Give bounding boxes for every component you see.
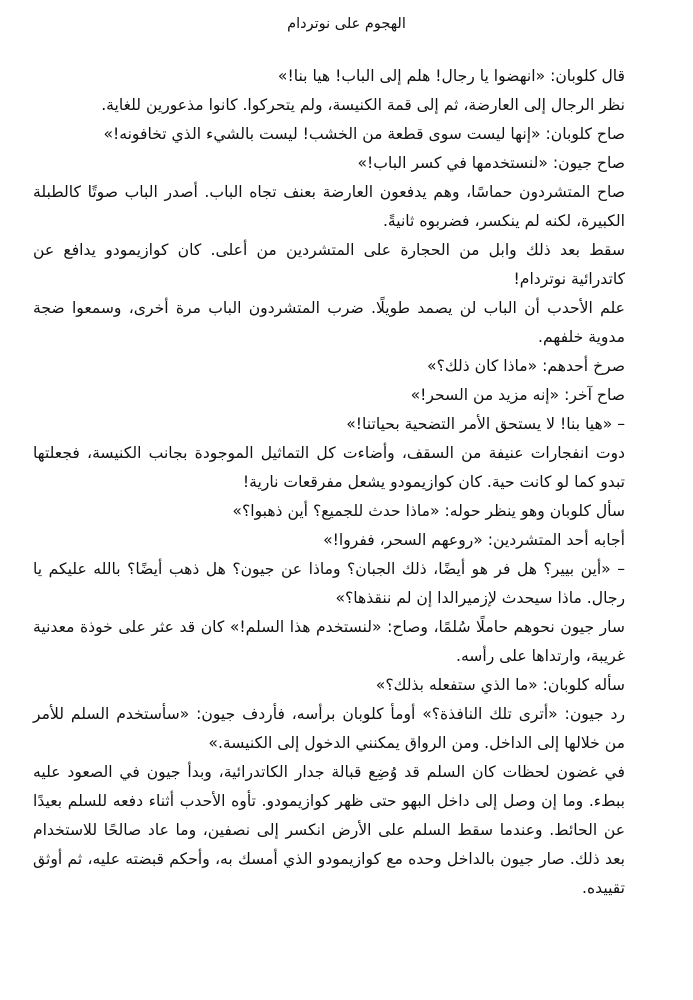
paragraph: دوت انفجارات عنيفة من السقف، وأضاءت كل التماثيل الموجودة بجانب الكنيسة، فجعلتها تبدو كما لو كانت حية. كان كوازيمودو يشعل مفرقعات نارية!: [33, 444, 625, 491]
paragraph: صاح آخر: «إنه مزيد من السحر!»: [410, 386, 625, 404]
paragraph: في غضون لحظات كان السلم قد وُضِع قبالة جدار الكاتدرائية، وبدأ جيون في الصعود عليه ببطء. وما إن وصل إلى داخل البهو حتى ظهر كوازيمودو. تأوه الأحدب أثناء دفعه للسلم بعيدًا عن الحائط. وعندما سقط السلم على الأرض انكسر إلى نصفين، وما عاد صالحًا للاستخدام بعد ذلك. صار جيون بالداخل وحده مع كوازيمودو الذي أمسك به، وأحكم قبضته عليه، ثم أوثق تقييده.: [33, 763, 625, 897]
paragraph: سار جيون نحوهم حاملًا سُلمًا، وصاح: «لنستخدم هذا السلم!» كان قد عثر على خوذة معدنية غريبة، وارتداها على رأسه.: [33, 618, 625, 665]
paragraph: صاح كلوبان: «إنها ليست سوى قطعة من الخشب! ليست بالشيء الذي تخافونه!»: [103, 125, 625, 143]
paragraph: سأله كلوبان: «ما الذي ستفعله بذلك؟»: [375, 676, 625, 694]
paragraph: – «أين بيير؟ هل فر هو أيضًا، ذلك الجبان؟ وماذا عن جيون؟ هل ذهب أيضًا؟ بالله عليكم يا رجال. ماذا سيحدث لإزميرالدا إن لم ننقذها؟»: [33, 560, 625, 607]
paragraph: – «هيا بنا! لا يستحق الأمر التضحية بحياتنا!»: [346, 415, 625, 433]
paragraph: علم الأحدب أن الباب لن يصمد طويلًا. ضرب المتشردون الباب مرة أخرى، وسمعوا ضجة مدوية خلفهم.: [33, 299, 625, 346]
paragraph: صاح جيون: «لنستخدمها في كسر الباب!»: [357, 154, 625, 172]
paragraph: نظر الرجال إلى العارضة، ثم إلى قمة الكنيسة، ولم يتحركوا. كانوا مذعورين للغاية.: [101, 96, 625, 114]
running-header: الهجوم على نوتردام: [287, 16, 406, 32]
paragraph: سقط بعد ذلك وابل من الحجارة على المتشردين من أعلى. كان كوازيمودو يدافع عن كاتدرائية نوتردام!: [33, 241, 625, 288]
paragraph: سأل كلوبان وهو ينظر حوله: «ماذا حدث للجميع؟ أين ذهبوا؟»: [232, 502, 625, 520]
paragraph: صرخ أحدهم: «ماذا كان ذلك؟»: [427, 357, 625, 375]
paragraph: أجابه أحد المتشردين: «روعهم السحر، ففروا!»: [323, 531, 625, 549]
body-text: [33, 62, 653, 903]
paragraph: صاح المتشردون حماسًا، وهم يدفعون العارضة بعنف تجاه الباب. أصدر الباب صوتًا كالطبلة الكبيرة، لكنه لم ينكسر، فضربوه ثانيةً.: [33, 183, 625, 230]
paragraph: قال كلوبان: «انهضوا يا رجال! هلم إلى الباب! هيا بنا!»: [277, 67, 625, 85]
paragraph: رد جيون: «أترى تلك النافذة؟» أومأ كلوبان برأسه، فأردف جيون: «سأستخدم السلم للأمر من خلالها إلى الداخل. ومن الرواق يمكنني الدخول إلى الكنيسة.»: [33, 705, 625, 752]
